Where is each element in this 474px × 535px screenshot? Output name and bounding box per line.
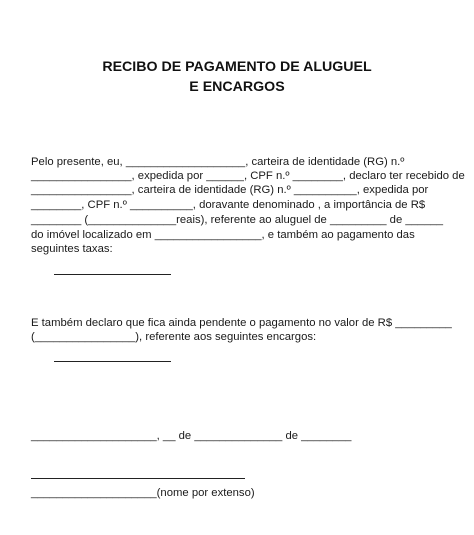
signature-caption: ____________________(nome por extenso) xyxy=(31,487,255,499)
paragraph2-line2: (________________), referente aos seguintes encargos: xyxy=(31,331,317,343)
paragraph1-line1: Pelo presente, eu, ___________________, carteira de identidade (RG) n.º xyxy=(31,156,405,168)
charges-blank-line xyxy=(54,361,171,362)
paragraph1-line3: ________________, carteira de identidade (RG) n.º __________, expedida por xyxy=(31,184,429,196)
taxes-blank-line xyxy=(54,274,171,275)
paragraph1-line5: ________ (______________reais), referente ao aluguel de _________ de ______ xyxy=(31,214,444,226)
date-line: ____________________, __ de ______________ de ________ xyxy=(31,430,352,442)
paragraph1-line7: seguintes taxas: xyxy=(31,243,113,255)
paragraph1-line2: ________________, expedida por ______, CPF n.º ________, declaro ter recebido de xyxy=(31,170,465,182)
document-title-line1: RECIBO DE PAGAMENTO DE ALUGUEL xyxy=(102,59,372,75)
paragraph1-line6: do imóvel localizado em _________________, e também ao pagamento das xyxy=(31,229,415,241)
signature-line xyxy=(31,478,245,479)
paragraph1-line4: ________, CPF n.º __________, doravante denominado , a importância de R$ xyxy=(31,199,426,211)
paragraph2-line1: E também declaro que fica ainda pendente o pagamento no valor de R$ _________ xyxy=(31,317,452,329)
document-title-line2: E ENCARGOS xyxy=(189,79,285,95)
